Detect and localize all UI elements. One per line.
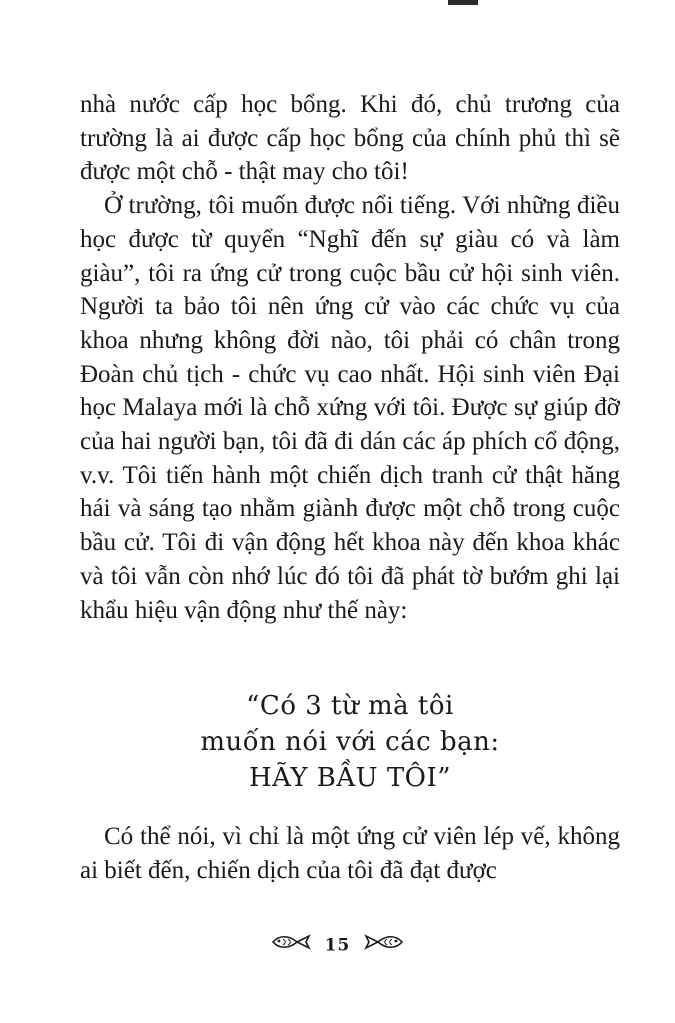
paragraph-continued: nhà nước cấp học bổng. Khi đó, chủ trương của trường là ai được cấp học bổng của chính phủ thì sẽ được một chỗ - thật may cho tôi! [80,91,620,186]
quote-line-3: HÃY BẦU TÔI” [248,763,452,793]
quote-line-2: muốn nói với các bạn: [200,727,500,757]
fish-ornament-right-icon [362,931,404,961]
fish-ornament-left-icon [271,931,313,961]
quote-line-1: “Có 3 từ mà tôi [246,691,454,721]
paragraph-school-campaign: Ở trường, tôi muốn được nổi tiếng. Với những điều học được từ quyển “Nghĩ đến sự giàu có và làm giàu”, tôi ra ứng cử trong cuộc bầu cử hội sinh viên. Người ta bảo tôi nên ứng cử vào các chức vụ của khoa nhưng không đời nào, tôi phải có chân trong Đoàn chủ tịch - chức vụ cao nhất. Hội sinh viên Đại học Malaya mới là chỗ xứng với tôi. Được sự giúp đỡ của hai người bạn, tôi đã đi dán các áp phích cổ động, v.v. Tôi tiến hành một chiến dịch tranh cử thật hăng hái và sáng tạo nhằm giành được một chỗ trong cuộc bầu cử. Tôi đi vận động hết khoa này đến khoa khác và tôi vẫn còn nhớ lúc đó tôi đã phát tờ bướm ghi lại khẩu hiệu vận động như thế này: [80,192,620,624]
paragraph-closing: Có thể nói, vì chỉ là một ứng cử viên lép vế, không ai biết đến, chiến dịch của tôi đã đạt được [80,823,620,884]
closing-paragraph [80,820,620,888]
campaign-slogan-quote [80,688,620,796]
page-number: 15 [324,935,351,956]
page-footer [0,930,675,961]
body-text [80,88,620,627]
top-edge-mark [448,0,478,5]
